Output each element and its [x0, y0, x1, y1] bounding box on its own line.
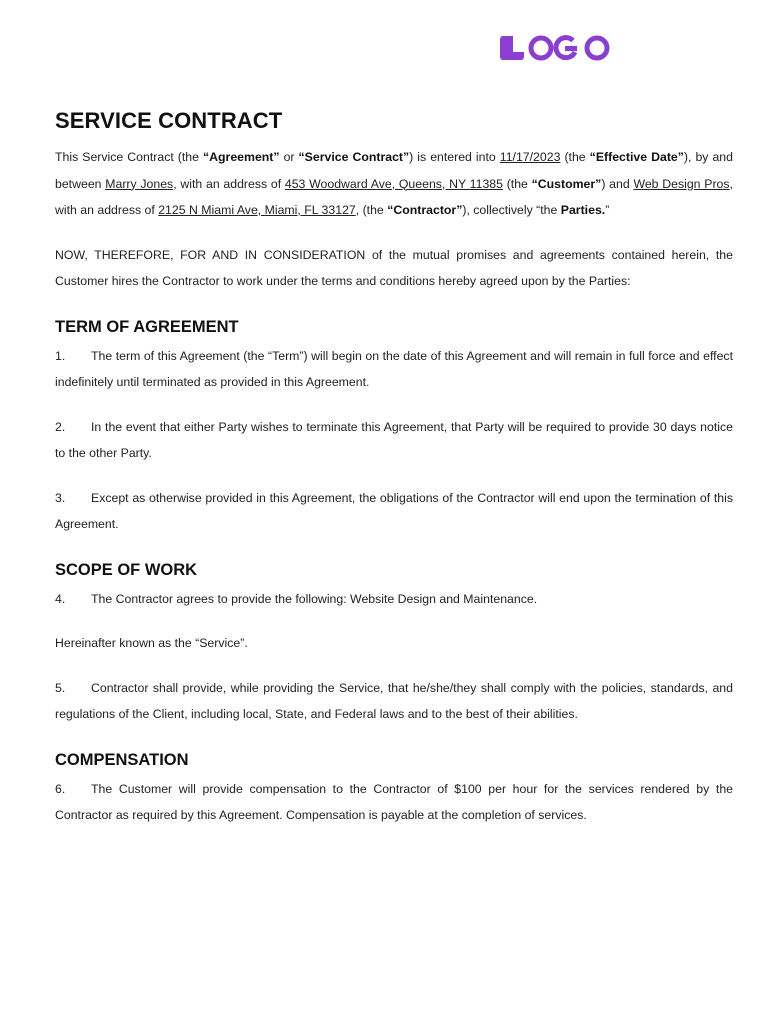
item-text: Except as otherwise provided in this Agreement, the obligations of the Contractor will end upon the termination of this Agreement.: [55, 490, 733, 531]
intro-text: ) and: [601, 176, 634, 191]
consideration-paragraph: NOW, THEREFORE, FOR AND IN CONSIDERATION of the mutual promises and agreements contained herein, the Customer hires the Contractor to work under the terms and conditions hereby agreed upon by the Parties:: [55, 247, 733, 288]
item-number: 5.: [55, 680, 66, 695]
compensation-heading: COMPENSATION: [55, 750, 189, 769]
item-text: The Contractor agrees to provide the following: Website Design and Maintenance.: [91, 591, 538, 606]
intro-text: , (the: [355, 203, 388, 217]
term-item-3: [55, 485, 733, 538]
item-number: 4.: [55, 591, 66, 606]
term-heading: TERM OF AGREEMENT: [55, 317, 239, 336]
customer-name-value: Marry Jones: [105, 176, 174, 191]
logo: [499, 34, 611, 62]
intro-paragraph: [55, 144, 733, 224]
scope-heading: SCOPE OF WORK: [55, 560, 198, 579]
contractor-address-value: 2125 N Miami Ave, Miami, FL 33127: [158, 203, 356, 217]
item-number: 3.: [55, 490, 66, 505]
intro-text: , with an address of: [55, 176, 733, 217]
hereinafter-paragraph: Hereinafter known as the “Service”.: [55, 636, 248, 650]
intro-text: ) is entered into: [409, 150, 500, 164]
logo-mark-icon: [499, 34, 611, 62]
service-contract-term: “Service Contract”: [298, 150, 410, 164]
scope-item-4: [55, 586, 733, 613]
scope-item-5: [55, 675, 733, 728]
intro-text: (the: [560, 150, 590, 164]
contract-body: [55, 108, 733, 829]
item-text: The Customer will provide compensation to the Contractor of $100 per hour for the services rendered by the Contractor as required by this Agreement. Compensation is payable at the completion of services.: [55, 781, 733, 822]
contractor-term: “Contractor”: [387, 203, 463, 217]
term-item-1: [55, 343, 733, 396]
item-number: 6.: [55, 781, 66, 796]
intro-text: ), by and between: [55, 150, 733, 191]
parties-term: Parties.: [560, 203, 606, 217]
item-number: 2.: [55, 419, 66, 434]
term-item-2: [55, 414, 733, 467]
intro-text: , with an address of: [173, 176, 285, 191]
item-text: In the event that either Party wishes to terminate this Agreement, that Party will be required to provide 30 days notice to the other Party.: [55, 419, 733, 460]
intro-text: ”: [605, 203, 610, 217]
compensation-item-6: [55, 776, 733, 829]
intro-text: (the: [502, 176, 532, 191]
customer-address-value: 453 Woodward Ave, Queens, NY 11385: [284, 176, 503, 191]
intro-text: This Service Contract (the: [55, 150, 203, 164]
effective-date-term: “Effective Date”: [589, 150, 684, 164]
effective-date-value: 11/17/2023: [499, 150, 561, 164]
item-number: 1.: [55, 348, 66, 363]
item-text: The term of this Agreement (the “Term”) will begin on the date of this Agreement and will remain in full force and effect indefinitely until terminated as provided in this Agreement.: [55, 348, 733, 389]
intro-text: ), collectively “the: [462, 203, 561, 217]
intro-text: or: [279, 150, 299, 164]
contractor-name-value: Web Design Pros: [633, 176, 730, 191]
item-text: Contractor shall provide, while providing the Service, that he/she/they shall comply with the policies, standards, and regulations of the Client, including local, State, and Federal laws and to the best of their abilities.: [55, 680, 733, 721]
customer-term: “Customer”: [531, 176, 602, 191]
agreement-term: “Agreement”: [203, 150, 280, 164]
document-title: SERVICE CONTRACT: [55, 108, 283, 133]
